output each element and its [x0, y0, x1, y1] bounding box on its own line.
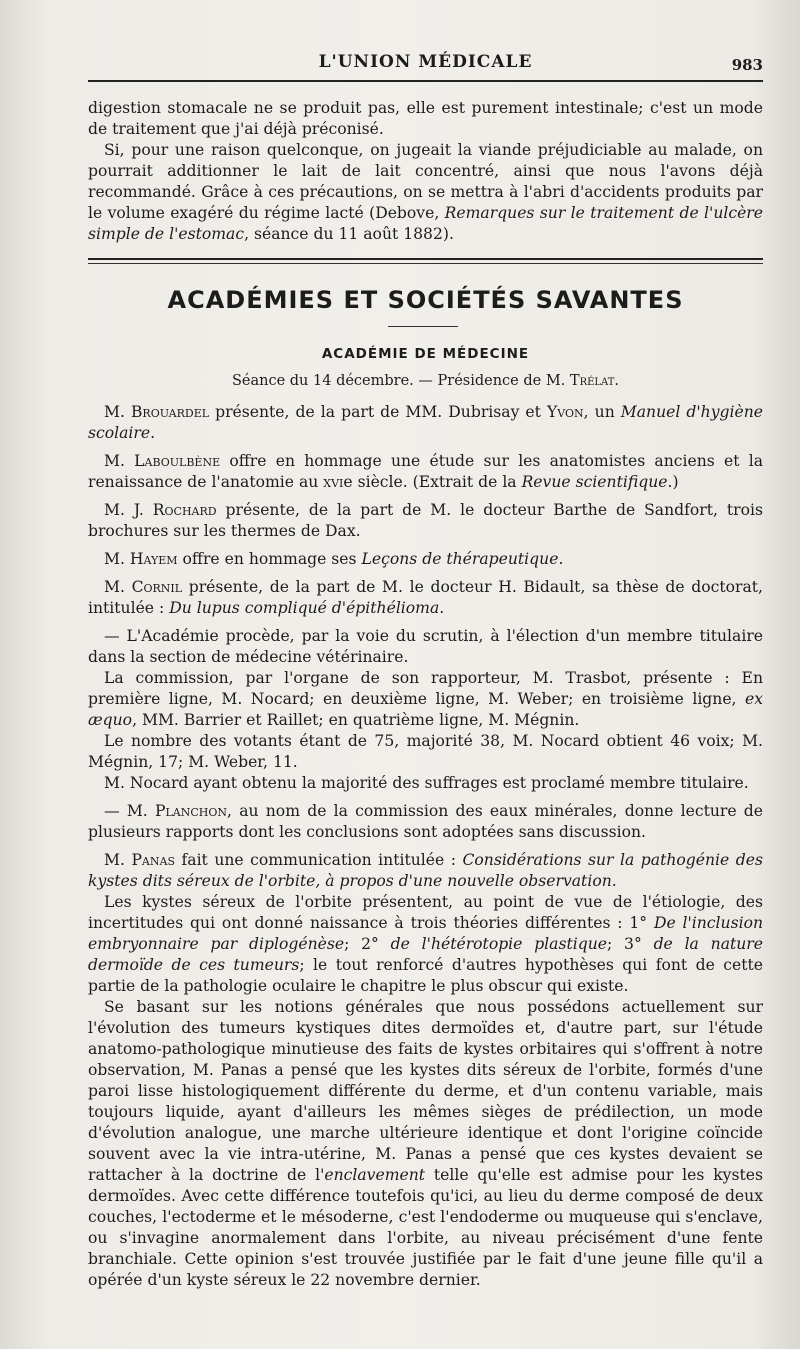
paragraph-hayem: M. Hayem offre en hommage ses Leçons de thérapeutique.: [104, 550, 564, 568]
paragraph-cornil: M. Cornil présente, de la part de M. le docteur H. Bidault, sa thèse de doctorat, intitulée : Du lupus compliqué d'épithélioma.: [88, 578, 763, 617]
section-divider-top: [88, 258, 763, 260]
running-title: L'UNION MÉDICALE: [318, 52, 533, 72]
session-line: Séance du 14 décembre. — Présidence de M. Trélat.: [231, 373, 620, 389]
paragraph-planchon: — M. Planchon, au nom de la commission des eaux minérales, donne lecture de plusieurs rapports dont les conclusions sont adoptées sans discussion.: [88, 802, 763, 841]
intro-paragraph-1: digestion stomacale ne se produit pas, elle est purement intestinale; c'est un mode de traitement que j'ai déjà préconisé.: [88, 99, 763, 138]
paragraph-rochard: M. J. Rochard présente, de la part de M. le docteur Barthe de Sandfort, trois brochures sur les thermes de Dax.: [88, 501, 763, 540]
subsection-title: ACADÉMIE DE MÉDECINE: [321, 346, 530, 362]
paragraph-votes: Le nombre des votants étant de 75, majorité 38, M. Nocard obtient 46 voix; M. Mégnin, 17; M. Weber, 11.: [88, 732, 763, 771]
paragraph-notions: Se basant sur les notions générales que nous possédons actuellement sur l'évolution des tumeurs kystiques dites dermoïdes et, d'autre part, sur l'étude anatomo-pathologique minutieuse des faits de kystes orbitaires qui s'offrent à notre observation, M. Panas a pensé que les kystes dits séreux de l'orbite, formés d'une paroi lisse histologiquement différente du derme, et d'un contenu variable, mais toujours liquide, ayant d'ailleurs les mêmes sièges de prédilection, un mode d'évolution analogue, une marche ultérieure identique et dont l'origine coïncide souvent avec la vie intra-utérine, M. Panas a pensé que ces kystes devaient se rattacher à la doctrine de l'enclavement telle qu'elle est admise pour les kystes dermoïdes. Avec cette différence toutefois qu'ici, au lieu du derme composé de deux couches, l'ectoderme et le mésoderne, c'est l'endoderme ou muqueuse qui s'enclave, ou s'invagine anormalement dans l'orbite, au niveau précisément d'une fente branchiale. Cette opinion s'est trouvée justifiée par le fait d'une jeune fille qu'il a opérée d'un kyste séreux le 22 novembre dernier.: [88, 998, 763, 1289]
section-divider-bottom: [88, 263, 763, 264]
president-name: Trélat: [569, 373, 615, 389]
section-title-rule: [388, 326, 458, 327]
page-number: 983: [731, 56, 763, 74]
section-title: ACADÉMIES ET SOCIÉTÉS SAVANTES: [167, 286, 684, 314]
paragraph-laboulbene: M. Laboulbène offre en hommage une étude sur les anatomistes anciens et la renaissance de l'anatomie au xvie siècle. (Extrait de la Revue scientifique.): [88, 452, 763, 491]
intro-text: [88, 98, 763, 245]
page-header: [88, 52, 763, 78]
minutes-text: [88, 402, 763, 1291]
paragraph-scrutin: — L'Académie procède, par la voie du scrutin, à l'élection d'un membre titulaire dans la section de médecine vétérinaire.: [88, 627, 763, 666]
paragraph-kystes: Les kystes séreux de l'orbite présentent, au point de vue de l'étiologie, des incertitudes qui ont donné naissance à trois théories différentes : 1° De l'inclusion embryonnaire par diplogénèse; 2° de l'hétérotopie plastique; 3° de la nature dermoïde de ces tumeurs; le tout renforcé d'autres hypothèses qui font de cette partie de la pathologie oculaire le chapitre le plus obscur qui existe.: [88, 893, 763, 995]
paragraph-panas: M. Panas fait une communication intitulée : Considérations sur la pathogénie des kystes dits séreux de l'orbite, à propos d'une nouvelle observation.: [88, 851, 763, 890]
paragraph-brouardel: M. Brouardel présente, de la part de MM. Dubrisay et Yvon, un Manuel d'hygiène scolaire.: [88, 403, 763, 442]
paragraph-elected: M. Nocard ayant obtenu la majorité des suffrages est proclamé membre titulaire.: [104, 774, 749, 792]
paragraph-commission: La commission, par l'organe de son rapporteur, M. Trasbot, présente : En première ligne, M. Nocard; en deuxième ligne, M. Weber; en troisième ligne, ex æquo, MM. Barrier et Raillet; en quatrième ligne, M. Mégnin.: [88, 669, 763, 729]
header-rule: [88, 80, 763, 82]
intro-paragraph-2: Si, pour une raison quelconque, on jugeait la viande préjudiciable au malade, on pourrait additionner le lait de lait concentré, ainsi que nous l'avons déjà recommandé. Grâce à ces précautions, on se mettra à l'abri d'accidents produits par le volume exagéré du régime lacté (Debove, Remarques sur le traitement de l'ulcère simple de l'estomac, séance du 11 août 1882).: [88, 141, 763, 243]
